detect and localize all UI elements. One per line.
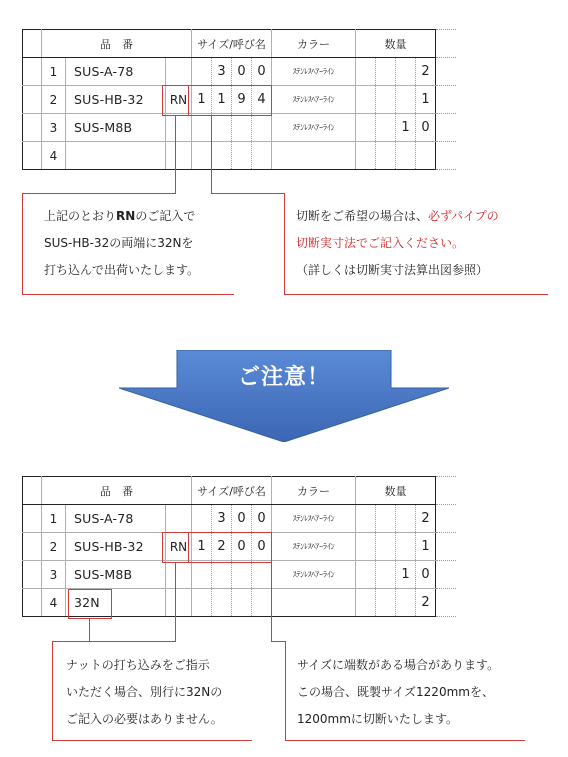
row-number: 3 [42, 561, 66, 589]
quantity-digit-cell: 2 [416, 589, 436, 617]
row-number: 4 [42, 142, 66, 170]
callout-3-bottom-border [52, 740, 252, 741]
part-number-cell [66, 142, 166, 170]
quantity-digit-cell [376, 86, 396, 114]
size-digit-cell: 1 [212, 86, 232, 114]
suffix-cell [166, 114, 192, 142]
size-digit-cell: 1 [192, 533, 212, 561]
size-digit-cell: 0 [252, 505, 272, 533]
suffix-cell: RN [166, 86, 192, 114]
connector-line-3 [89, 619, 90, 642]
size-digit-cell [192, 142, 212, 170]
row-number: 1 [42, 58, 66, 86]
table-row [23, 142, 456, 170]
quantity-digit-cell [376, 114, 396, 142]
callout-1-left-border [22, 193, 23, 295]
table-row [23, 58, 456, 86]
size-digit-cell [212, 142, 232, 170]
callout-rn-explanation: 上記のとおりRNのご記入で SUS-HB-32の両端に32Nを 打ち込んで出荷いたします。 [44, 209, 200, 277]
size-digit-cell: 2 [212, 533, 232, 561]
size-digit-cell: 1 [192, 86, 212, 114]
quantity-digit-cell [396, 58, 416, 86]
table-header-row [23, 477, 456, 505]
row-spacer [436, 86, 456, 114]
highlight-32n-row [68, 589, 112, 619]
size-digit-cell [232, 561, 252, 589]
header-quantity: 数量 [356, 30, 436, 58]
callout-4-left-border [285, 641, 286, 741]
size-digit-cell [192, 114, 212, 142]
highlight-rn-suffix [162, 532, 189, 563]
quantity-digit-cell [376, 142, 396, 170]
callout-4-bottom-border [285, 740, 525, 741]
header-part-number: 品 番 [42, 477, 192, 505]
size-digit-cell [252, 142, 272, 170]
callout-2-bottom-border [284, 294, 548, 295]
header-color: カラー [272, 477, 356, 505]
suffix-cell [166, 505, 192, 533]
connector-line-5 [271, 563, 272, 642]
row-number: 1 [42, 505, 66, 533]
header-size: サイズ/呼び名 [192, 477, 272, 505]
row-spacer [23, 86, 42, 114]
size-digit-cell [192, 505, 212, 533]
row-spacer [436, 561, 456, 589]
row-spacer [23, 589, 42, 617]
size-digit-cell [252, 561, 272, 589]
table-row [23, 561, 456, 589]
row-spacer [23, 114, 42, 142]
quantity-digit-cell [396, 533, 416, 561]
quantity-digit-cell [356, 142, 376, 170]
quantity-digit-cell [356, 86, 376, 114]
connector-line-1 [175, 116, 176, 194]
size-digit-cell [232, 589, 252, 617]
size-digit-cell: 0 [232, 505, 252, 533]
size-digit-cell [192, 58, 212, 86]
row-spacer [23, 58, 42, 86]
quantity-digit-cell: 0 [416, 561, 436, 589]
quantity-digit-cell [396, 505, 416, 533]
header-quantity: 数量 [356, 477, 436, 505]
color-cell: ｽﾃﾝﾚｽﾍｱｰﾗｲﾝ [272, 114, 356, 142]
highlight-size-digits [188, 85, 272, 116]
row-number: 2 [42, 533, 66, 561]
row-spacer [23, 505, 42, 533]
color-cell: ｽﾃﾝﾚｽﾍｱｰﾗｲﾝ [272, 505, 356, 533]
part-number-cell: SUS-M8B [66, 114, 166, 142]
header-part-number: 品 番 [42, 30, 192, 58]
size-digit-cell [212, 561, 232, 589]
quantity-digit-cell: 1 [416, 533, 436, 561]
color-cell: ｽﾃﾝﾚｽﾍｱｰﾗｲﾝ [272, 533, 356, 561]
quantity-digit-cell [376, 505, 396, 533]
row-spacer [436, 114, 456, 142]
part-number-cell: SUS-HB-32 [66, 533, 166, 561]
quantity-digit-cell [396, 589, 416, 617]
callout-1-bottom-border [22, 294, 234, 295]
part-number-cell: SUS-M8B [66, 561, 166, 589]
callout-4-top-border [271, 641, 286, 642]
color-cell [272, 142, 356, 170]
row-spacer [436, 505, 456, 533]
size-digit-cell [212, 589, 232, 617]
suffix-cell [166, 142, 192, 170]
color-cell [272, 589, 356, 617]
size-digit-cell [212, 114, 232, 142]
quantity-digit-cell: 1 [416, 86, 436, 114]
row-number: 3 [42, 114, 66, 142]
callout-1-top-border [22, 193, 176, 194]
quantity-digit-cell: 1 [396, 114, 416, 142]
caution-arrow [119, 350, 449, 442]
header-color: カラー [272, 30, 356, 58]
connector-line-4 [175, 563, 176, 642]
highlight-rn-suffix [162, 85, 189, 116]
size-digit-cell: 0 [232, 58, 252, 86]
quantity-digit-cell [396, 86, 416, 114]
callout-nut-instruction: ナットの打ち込みをご指示 いただく場合、別行に32Nの ご記入の必要はありません。 [66, 658, 223, 726]
quantity-digit-cell: 2 [416, 505, 436, 533]
quantity-digit-cell [356, 114, 376, 142]
quantity-digit-cell [356, 533, 376, 561]
part-number-cell: SUS-A-78 [66, 505, 166, 533]
quantity-digit-cell [376, 589, 396, 617]
callout-2-top-border [211, 193, 285, 194]
size-digit-cell [192, 589, 212, 617]
size-digit-cell [252, 589, 272, 617]
color-cell: ｽﾃﾝﾚｽﾍｱｰﾗｲﾝ [272, 58, 356, 86]
table-row [23, 114, 456, 142]
callout-2-left-border [284, 193, 285, 295]
row-spacer [23, 561, 42, 589]
quantity-digit-cell: 2 [416, 58, 436, 86]
row-number: 4 [42, 589, 66, 617]
suffix-cell [166, 561, 192, 589]
suffix-cell: RN [166, 533, 192, 561]
quantity-digit-cell: 1 [396, 561, 416, 589]
quantity-digit-cell [356, 589, 376, 617]
part-number-cell: SUS-A-78 [66, 58, 166, 86]
color-cell: ｽﾃﾝﾚｽﾍｱｰﾗｲﾝ [272, 561, 356, 589]
size-digit-cell: 0 [252, 58, 272, 86]
quantity-digit-cell [376, 58, 396, 86]
quantity-digit-cell [416, 142, 436, 170]
callout-cut-length-explanation: 切断をご希望の場合は、必ずパイプの 切断実寸法でご記入ください。 （詳しくは切断実寸法算出図参照） [296, 209, 499, 277]
size-digit-cell [232, 142, 252, 170]
size-digit-cell [232, 114, 252, 142]
quantity-digit-cell [356, 561, 376, 589]
row-number: 2 [42, 86, 66, 114]
table-header-row [23, 30, 456, 58]
header-size: サイズ/呼び名 [192, 30, 272, 58]
size-digit-cell: 9 [232, 86, 252, 114]
size-digit-cell: 0 [252, 533, 272, 561]
size-digit-cell [252, 114, 272, 142]
row-spacer [23, 142, 42, 170]
row-spacer [436, 589, 456, 617]
callout-3-left-border [52, 641, 53, 741]
color-cell: ｽﾃﾝﾚｽﾍｱｰﾗｲﾝ [272, 86, 356, 114]
quantity-digit-cell: 0 [416, 114, 436, 142]
row-spacer [436, 58, 456, 86]
part-number-cell: SUS-HB-32 [66, 86, 166, 114]
callout-3-top-border [52, 641, 176, 642]
size-digit-cell: 0 [232, 533, 252, 561]
row-spacer [436, 533, 456, 561]
size-digit-cell [192, 561, 212, 589]
table-row [23, 505, 456, 533]
row-spacer [436, 142, 456, 170]
part-number-cell: 32N [66, 589, 166, 617]
callout-size-fraction-note: サイズに端数がある場合があります。 この場合、既製サイズ1220mmを、 1200mmに切断いたします。 [297, 658, 500, 726]
size-digit-cell: 3 [212, 58, 232, 86]
size-digit-cell: 4 [252, 86, 272, 114]
quantity-digit-cell [356, 58, 376, 86]
quantity-digit-cell [356, 505, 376, 533]
suffix-cell [166, 589, 192, 617]
quantity-digit-cell [376, 533, 396, 561]
highlight-size-digits [188, 532, 272, 563]
caution-label: ご注意！ [237, 365, 330, 390]
suffix-cell [166, 58, 192, 86]
size-digit-cell: 3 [212, 505, 232, 533]
quantity-digit-cell [396, 142, 416, 170]
connector-line-2 [211, 116, 212, 194]
row-spacer [23, 533, 42, 561]
quantity-digit-cell [376, 561, 396, 589]
